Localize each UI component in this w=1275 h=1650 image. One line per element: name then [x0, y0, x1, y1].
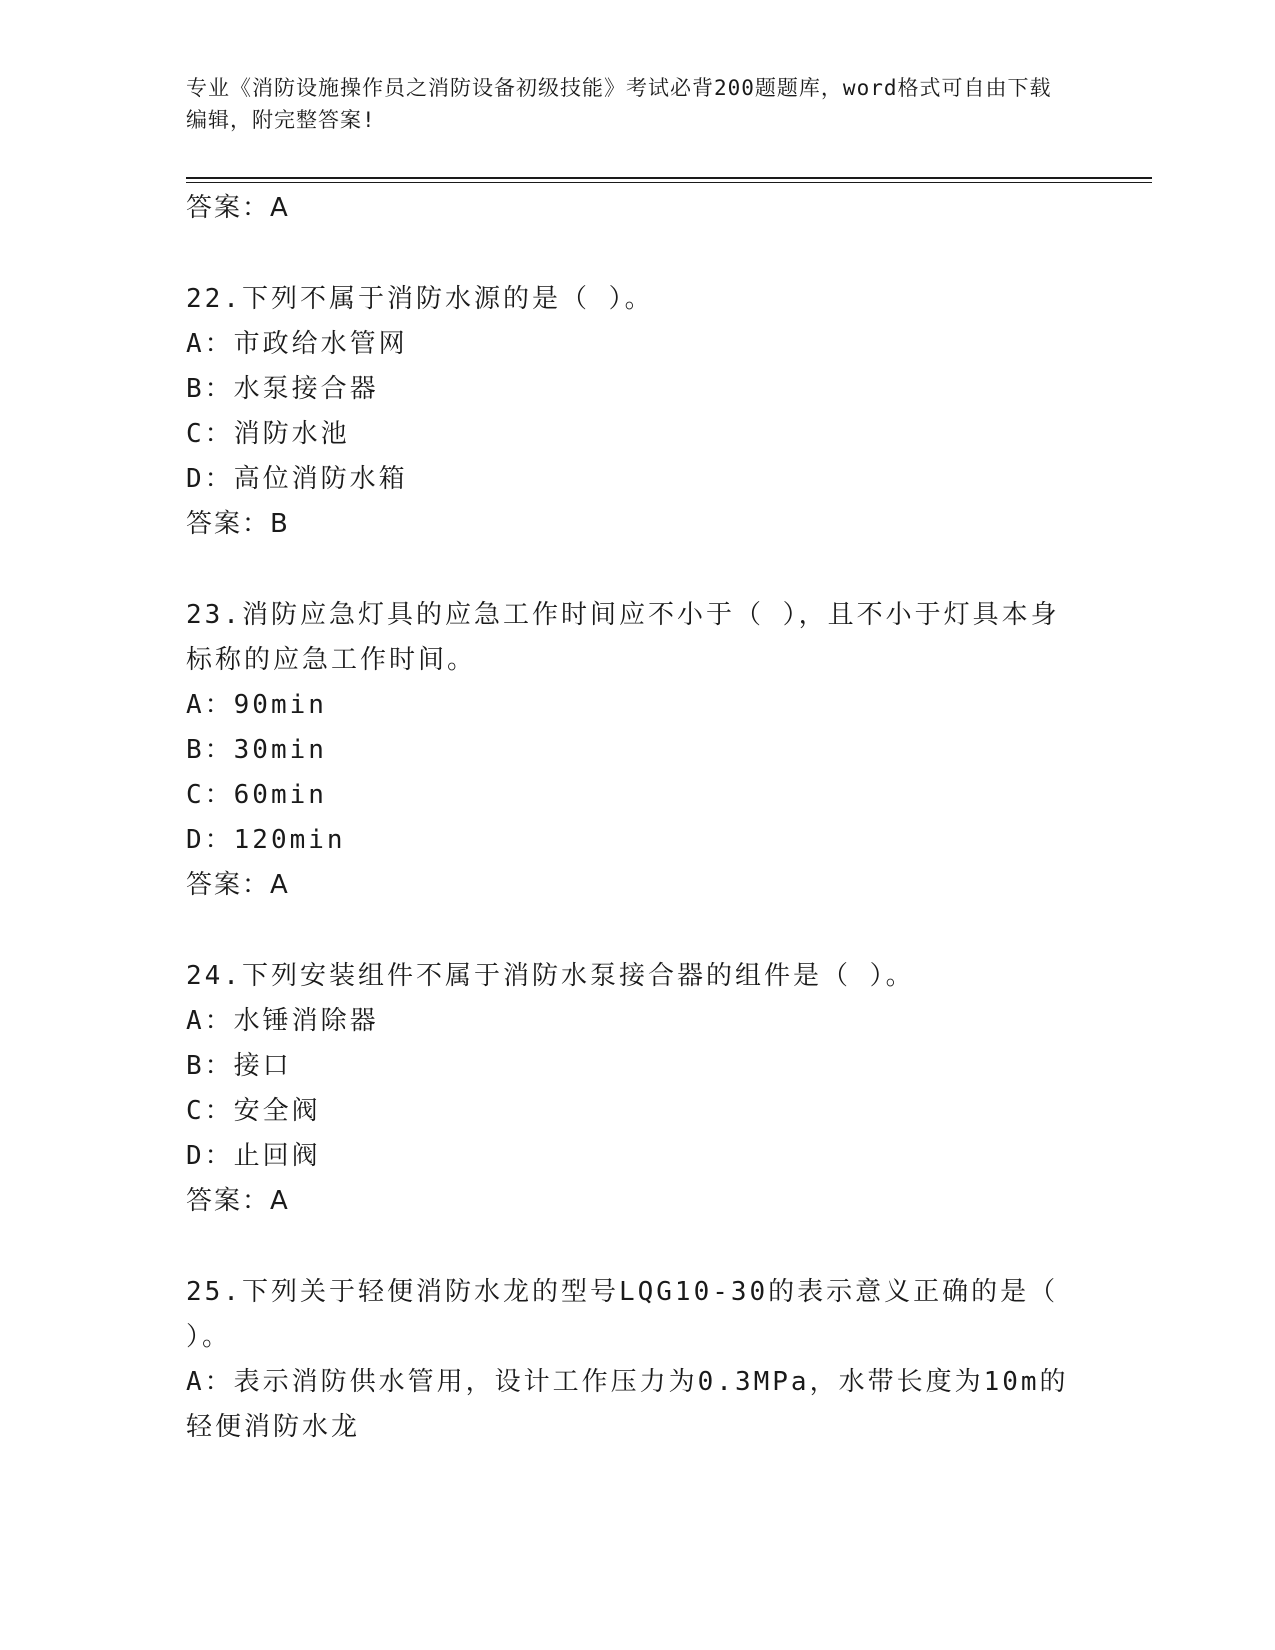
- header-divider-thin: [186, 182, 1152, 183]
- option-d: D：高位消防水箱: [186, 464, 408, 494]
- question-item: [186, 954, 1086, 1224]
- option-d: D：120min: [186, 825, 346, 855]
- option-c: C：60min: [186, 780, 327, 810]
- question-stem: 23.消防应急灯具的应急工作时间应不小于（ ），且不小于灯具本身标称的应急工作时间。: [186, 600, 1060, 675]
- option-c: C：消防水池: [186, 419, 350, 449]
- answer-line: 答案：A: [186, 870, 290, 900]
- option-a: A：表示消防供水管用，设计工作压力为0.3MPa，水带长度为10m的轻便消防水龙: [186, 1367, 1069, 1442]
- document-header: 专业《消防设施操作员之消防设备初级技能》考试必背200题题库，word格式可自由下载编辑，附完整答案!: [186, 76, 1052, 132]
- option-b: B：水泵接合器: [186, 374, 379, 404]
- answer-line: 答案：B: [186, 509, 290, 539]
- option-b: B：30min: [186, 735, 327, 765]
- option-a: A：市政给水管网: [186, 329, 408, 359]
- option-d: D：止回阀: [186, 1141, 321, 1171]
- option-a: A：90min: [186, 690, 327, 720]
- question-stem: 25.下列关于轻便消防水龙的型号LQG10-30的表示意义正确的是（ ）。: [186, 1277, 1059, 1352]
- question-item: [186, 1270, 1086, 1450]
- option-c: C：安全阀: [186, 1096, 321, 1126]
- answer-line: 答案：A: [186, 193, 290, 223]
- option-b: B：接口: [186, 1051, 292, 1081]
- question-item: [186, 593, 1086, 908]
- question-stem: 22.下列不属于消防水源的是（ ）。: [186, 284, 654, 314]
- question-list: [186, 186, 1086, 1450]
- answer-line: 答案：A: [186, 1186, 290, 1216]
- header-divider-thick: [186, 177, 1152, 179]
- question-stem: 24.下列安装组件不属于消防水泵接合器的组件是（ ）。: [186, 961, 915, 991]
- question-item: [186, 277, 1086, 547]
- option-a: A：水锤消除器: [186, 1006, 379, 1036]
